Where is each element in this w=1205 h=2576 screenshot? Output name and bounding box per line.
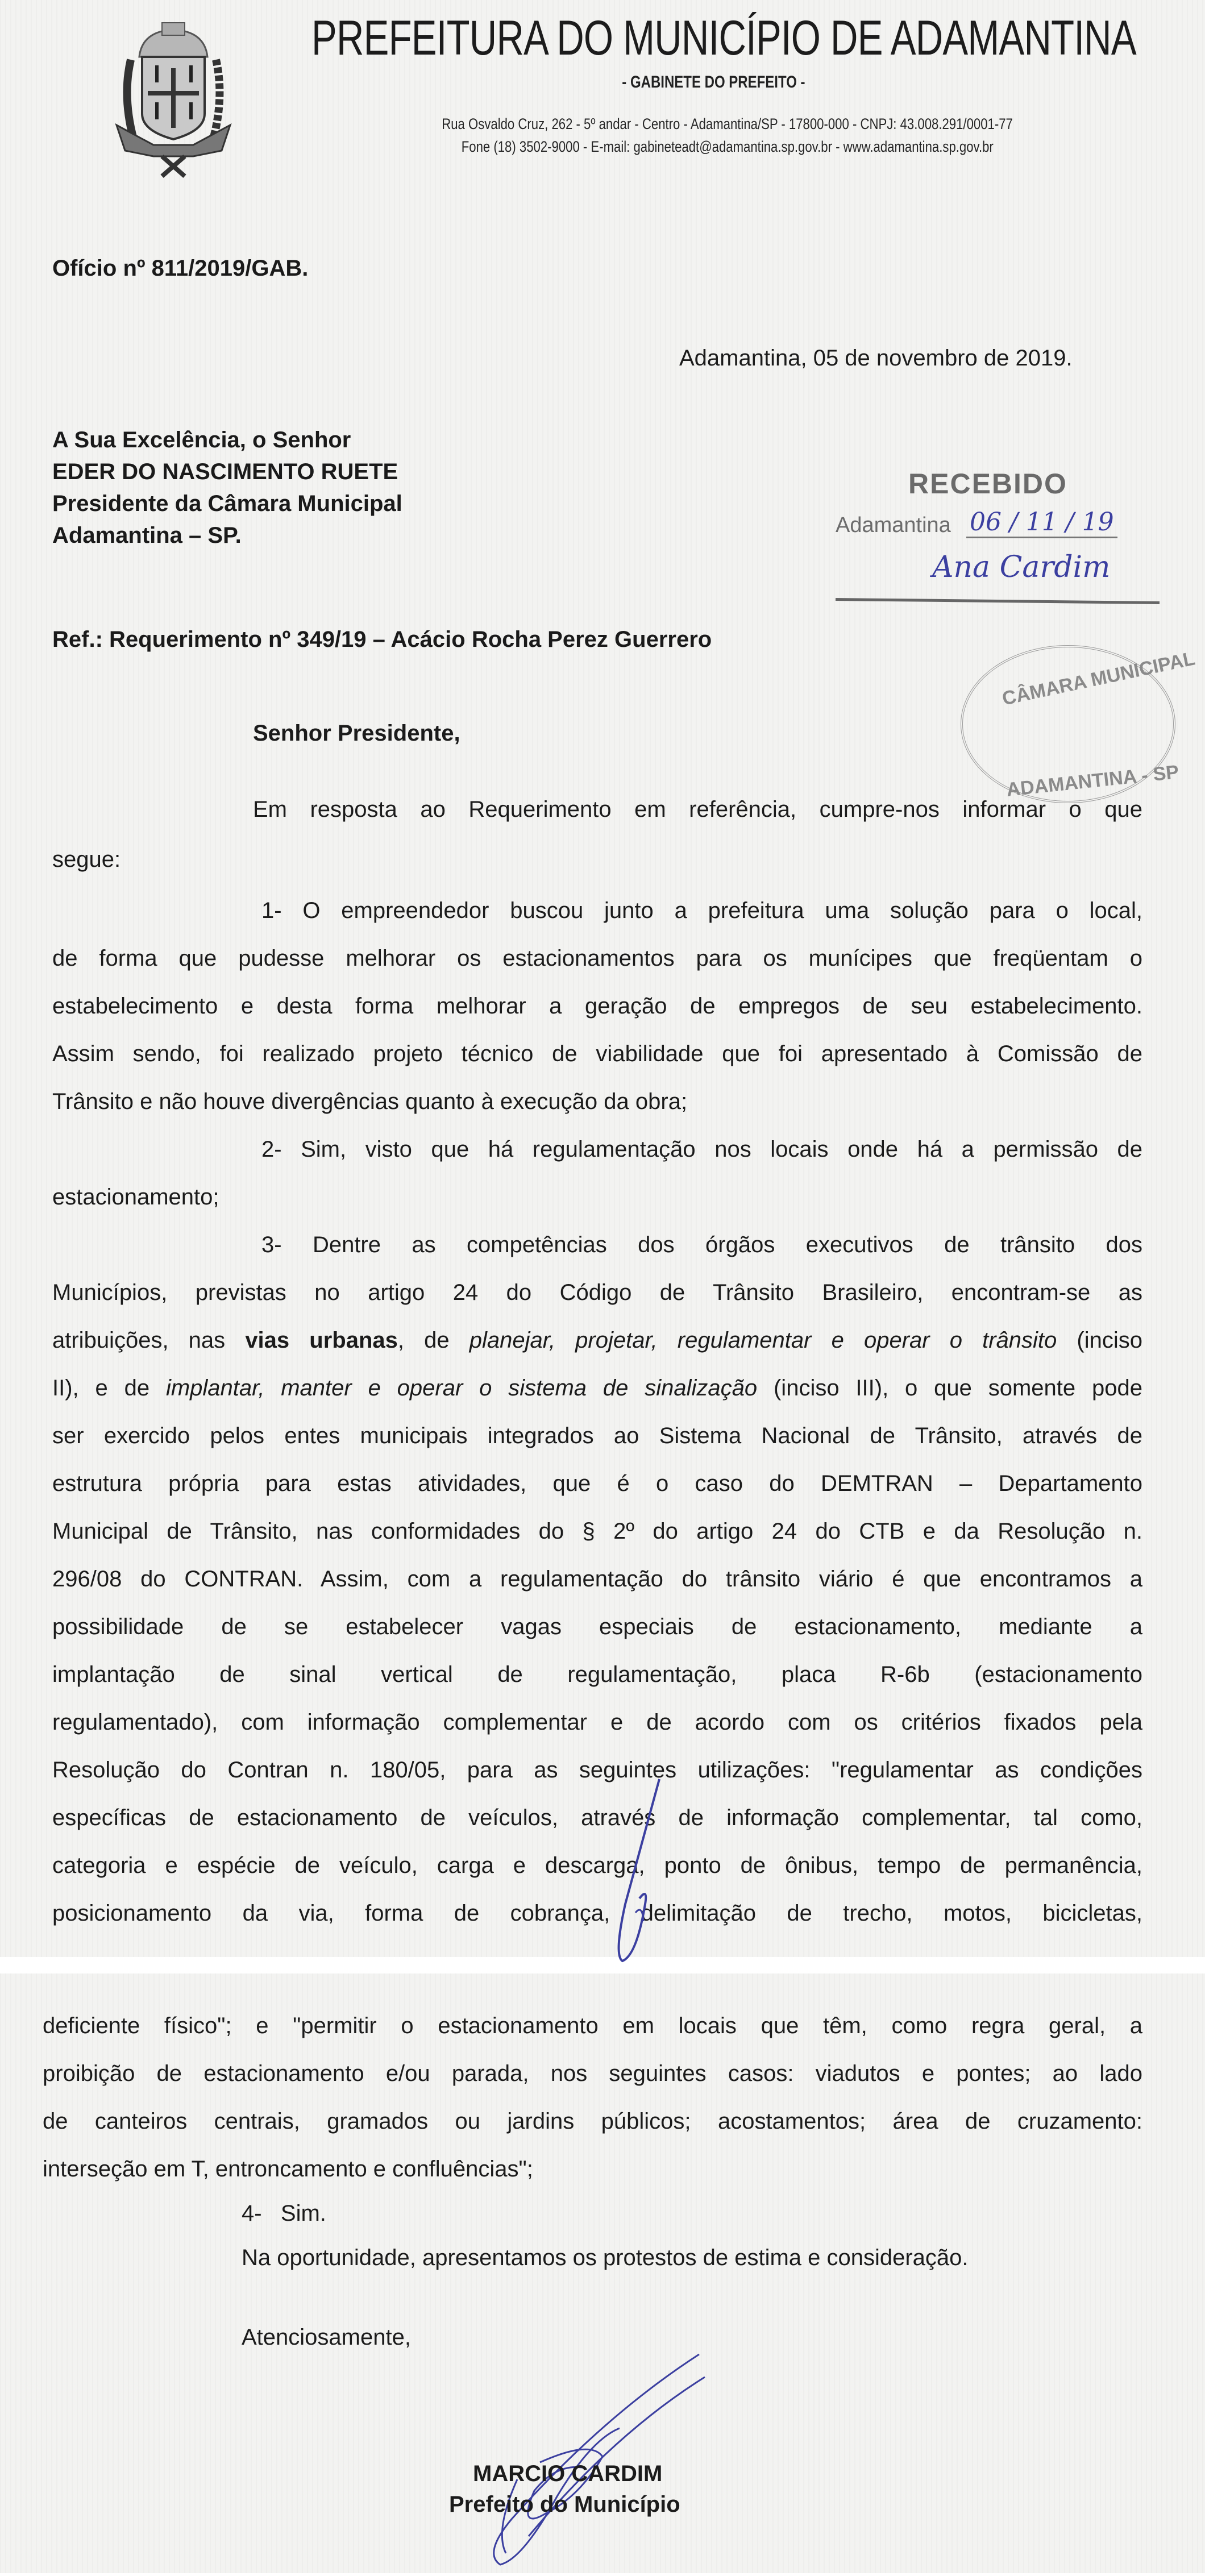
greeting: Senhor Presidente,: [253, 721, 460, 746]
seal-top-text: CÂMARA MUNICIPAL: [1000, 647, 1197, 710]
letterhead-subtitle: - GABINETE DO PREFEITO -: [621, 73, 805, 92]
item3-line-mixed: [52, 1328, 1142, 1353]
text-run: II), e de: [52, 1376, 166, 1401]
received-stamp-date: 06 / 11 / 19: [966, 508, 1117, 538]
intro-line-2: segue:: [52, 847, 121, 872]
item3-continued-line: proibição de estacionamento e/ou parada, nos seguintes casos: viadutos e pontes; ao lado: [43, 2061, 1142, 2086]
item3-continued-line: de canteiros centrais, gramados ou jardins públicos; acostamentos; área de cruzamento:: [43, 2109, 1142, 2134]
item3-line: Resolução do Contran n. 180/05, para as seguintes utilizações: "regulamentar as condições: [52, 1758, 1142, 1783]
item3-line: 3- Dentre as competências dos órgãos executivos de trânsito dos: [261, 1232, 1142, 1257]
item3-line: ser exercido pelos entes municipais integrados ao Sistema Nacional de Trânsito, através de: [52, 1423, 1142, 1448]
document-subject: Ref.: Requerimento nº 349/19 – Acácio Rocha Perez Guerrero: [52, 627, 712, 652]
item1-line: estabelecimento e desta forma melhorar a geração de empregos de seu estabelecimento.: [52, 994, 1142, 1019]
letterhead-title: PREFEITURA DO MUNICÍPIO DE ADAMANTINA: [311, 11, 1136, 65]
item2-line: estacionamento;: [52, 1185, 219, 1210]
text-run: atribuições, nas: [52, 1328, 246, 1353]
contact-text: Fone (18) 3502-9000 - E-mail: gabineteadt@adamantina.sp.gov.br - www.adamantina.sp.gov.br: [461, 138, 994, 155]
coat-of-arms-icon: [99, 17, 247, 182]
item1-line: 1- O empreendedor buscou junto a prefeitura uma solução para o local,: [261, 898, 1142, 923]
received-stamp-place: Adamantina: [836, 513, 951, 537]
received-stamp-underline: [836, 598, 1160, 604]
seal-bottom-text: ADAMANTINA - SP: [1005, 761, 1180, 801]
received-stamp-label: RECEBIDO: [908, 468, 1067, 500]
item1-line: Assim sendo, foi realizado projeto técnico de viabilidade que foi apresentado à Comissão de: [52, 1041, 1142, 1066]
item3-line: categoria e espécie de veículo, carga e descarga, ponto de ônibus, tempo de permanência,: [52, 1853, 1142, 1878]
item3-line: 296/08 do CONTRAN. Assim, com a regulamentação do trânsito viário é que encontramos a: [52, 1567, 1142, 1592]
intro-line-1: Em resposta ao Requerimento em referência, cumpre-nos informar o que: [253, 797, 1142, 822]
item3-line: implantação de sinal vertical de regulamentação, placa R-6b (estacionamento: [52, 1662, 1142, 1687]
item3-line: posicionamento da via, forma de cobrança, delimitação de trecho, motos, bicicletas,: [52, 1901, 1142, 1926]
document-reference-number: Ofício nº 811/2019/GAB.: [52, 256, 309, 281]
item1-line: de forma que pudesse melhorar os estacionamentos para os munícipes que freqüentam o: [52, 946, 1142, 971]
text-run: (inciso III), o que somente pode: [757, 1376, 1142, 1401]
signatory-title: Prefeito do Município: [449, 2492, 680, 2517]
document-date: Adamantina, 05 de novembro de 2019.: [679, 346, 1073, 371]
received-stamp-signature: Ana Cardim: [932, 550, 1111, 584]
recipient-role: Presidente da Câmara Municipal: [52, 491, 402, 516]
recipient-name: EDER DO NASCIMENTO RUETE: [52, 459, 398, 484]
emphasis-italic: planejar, projetar, regulamentar e operar o trânsito: [469, 1328, 1057, 1353]
address-text: Rua Osvaldo Cruz, 262 - 5º andar - Centro - Adamantina/SP - 17800-000 - CNPJ: 43.008.291/0001-77: [442, 115, 1013, 132]
text-run: (inciso: [1057, 1328, 1142, 1353]
item3-line: específicas de estacionamento de veículos, através de informação complementar, tal como,: [52, 1805, 1142, 1830]
emphasis-bold: vias urbanas: [245, 1328, 398, 1353]
letterhead-address-line: [307, 115, 1148, 133]
document-page-2: [0, 1973, 1205, 2573]
letterhead-contact-line: [307, 138, 1148, 156]
valediction: Atenciosamente,: [242, 2325, 411, 2350]
emphasis-italic: implantar, manter e operar o sistema de sinalização: [165, 1376, 758, 1401]
item3-line-mixed: [52, 1376, 1142, 1401]
item3-line: Municípios, previstas no artigo 24 do Código de Trânsito Brasileiro, encontram-se as: [52, 1280, 1142, 1305]
rubric-initials-icon: [602, 1773, 671, 1967]
signatory-name: MARCIO CARDIM: [473, 2461, 663, 2486]
item4-line: 4- Sim.: [242, 2201, 326, 2226]
recipient-location: Adamantina – SP.: [52, 523, 242, 548]
item1-line: Trânsito e não houve divergências quanto à execução da obra;: [52, 1089, 688, 1114]
item2-line: 2- Sim, visto que há regulamentação nos locais onde há a permissão de: [261, 1137, 1142, 1162]
closing-line: Na oportunidade, apresentamos os protestos de estima e consideração.: [242, 2245, 969, 2270]
item3-continued-line: interseção em T, entroncamento e confluências";: [43, 2157, 533, 2182]
text-run: , de: [397, 1328, 469, 1353]
item3-line: Municipal de Trânsito, nas conformidades do § 2º do artigo 24 do CTB e da Resolução n.: [52, 1519, 1142, 1544]
recipient-salutation: A Sua Excelência, o Senhor: [52, 427, 351, 452]
item3-line: regulamentado), com informação complementar e de acordo com os critérios fixados pela: [52, 1710, 1142, 1735]
item3-line: estrutura própria para estas atividades, que é o caso do DEMTRAN – Departamento: [52, 1471, 1142, 1496]
item3-continued-line: deficiente físico"; e "permitir o estacionamento em locais que têm, como regra geral, a: [43, 2013, 1142, 2038]
item3-line: possibilidade de se estabelecer vagas especiais de estacionamento, mediante a: [52, 1614, 1142, 1639]
